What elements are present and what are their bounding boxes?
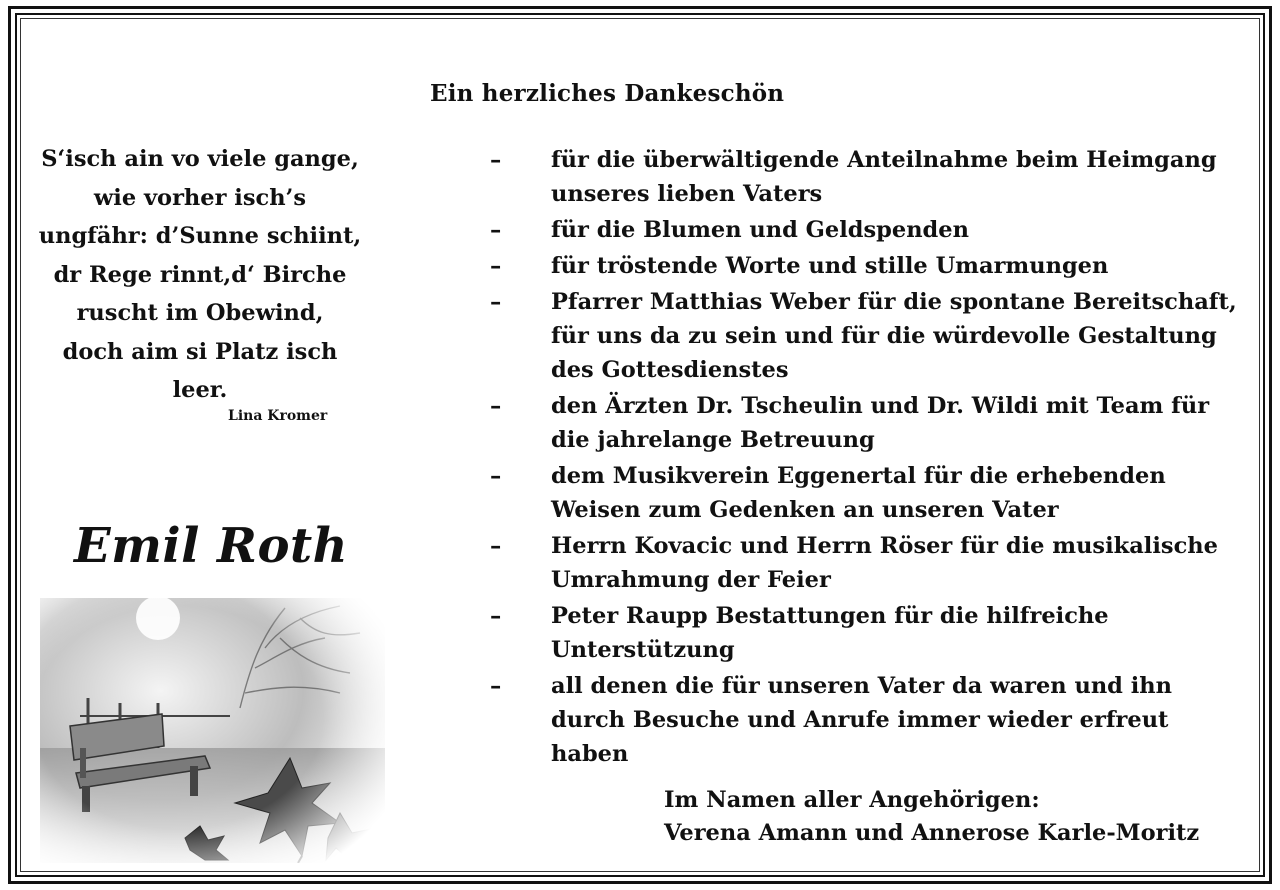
thanks-line: Weisen zum Gedenken an unseren Vater [551,497,1059,523]
poem-line: ungfähr: d’Sunne schiint, [38,223,362,249]
poem-line: wie vorher isch’s [93,184,307,211]
thanks-line: Unterstützung [551,637,735,663]
thanks-line: Herrn Kovacic und Herrn Röser für die musikalische [551,533,1218,559]
thanks-line: all denen die für unseren Vater da waren und ihn [551,673,1173,699]
thanks-line: Pfarrer Matthias Weber für die spontane Bereitschaft, [551,289,1237,315]
thanks-list [490,143,1250,773]
dash-bullet: – [490,217,502,243]
bench-autumn-picture [40,598,385,863]
thanks-line: für tröstende Worte und stille Umarmungen [551,253,1109,279]
poem [30,140,370,410]
thanks-item [490,599,1250,667]
thanks-line: den Ärzten Dr. Tscheulin und Dr. Wildi mit Team für [551,393,1210,419]
thanks-item [490,143,1250,211]
dash-bullet: – [490,603,502,629]
thanks-line: durch Besuche und Anrufe immer wieder erfreut [551,707,1169,733]
signature-names: Verena Amann und Annerose Karle-Moritz [664,820,1200,846]
signature-intro: Im Namen aller Angehörigen: [664,787,1040,813]
thanks-line: für uns da zu sein und für die würdevolle Gestaltung [551,323,1217,349]
thanks-item [490,459,1250,527]
dash-bullet: – [490,289,502,315]
picture-vignette [40,598,385,863]
heading: Ein herzliches Dankeschön [430,80,785,107]
thanks-item [490,213,1250,247]
poem-line: ruscht im Obewind, [76,300,324,326]
thanks-item [490,249,1250,283]
thanks-line: für die überwältigende Anteilnahme beim Heimgang [551,147,1217,173]
dash-bullet: – [490,533,502,559]
poem-author: Lina Kromer [228,408,328,424]
thanks-line: des Gottesdienstes [551,357,789,383]
poem-line: dr Rege rinnt,d‘ Birche [53,261,347,288]
dash-bullet: – [490,673,502,699]
thanks-item [490,529,1250,597]
thanks-line: für die Blumen und Geldspenden [551,217,969,243]
thanks-line: dem Musikverein Eggenertal für die erhebenden [551,463,1166,489]
thanks-line: Peter Raupp Bestattungen für die hilfreiche [551,603,1109,629]
signature [664,784,1199,850]
dash-bullet: – [490,393,502,419]
thanks-line: die jahrelange Betreuung [551,427,875,453]
dash-bullet: – [490,147,502,173]
deceased-name: Emil Roth [74,518,349,574]
dash-bullet: – [490,253,502,279]
thanks-line: Umrahmung der Feier [551,567,831,593]
thanks-item [490,669,1250,771]
poem-line: leer. [172,377,228,403]
poem-line: S‘isch ain vo viele gange, [41,146,359,172]
thanks-item [490,389,1250,457]
thanks-line: unseres lieben Vaters [551,181,823,207]
poem-line: doch aim si Platz isch [62,338,338,365]
dash-bullet: – [490,463,502,489]
thanks-item [490,285,1250,387]
thanks-line: haben [551,741,629,767]
